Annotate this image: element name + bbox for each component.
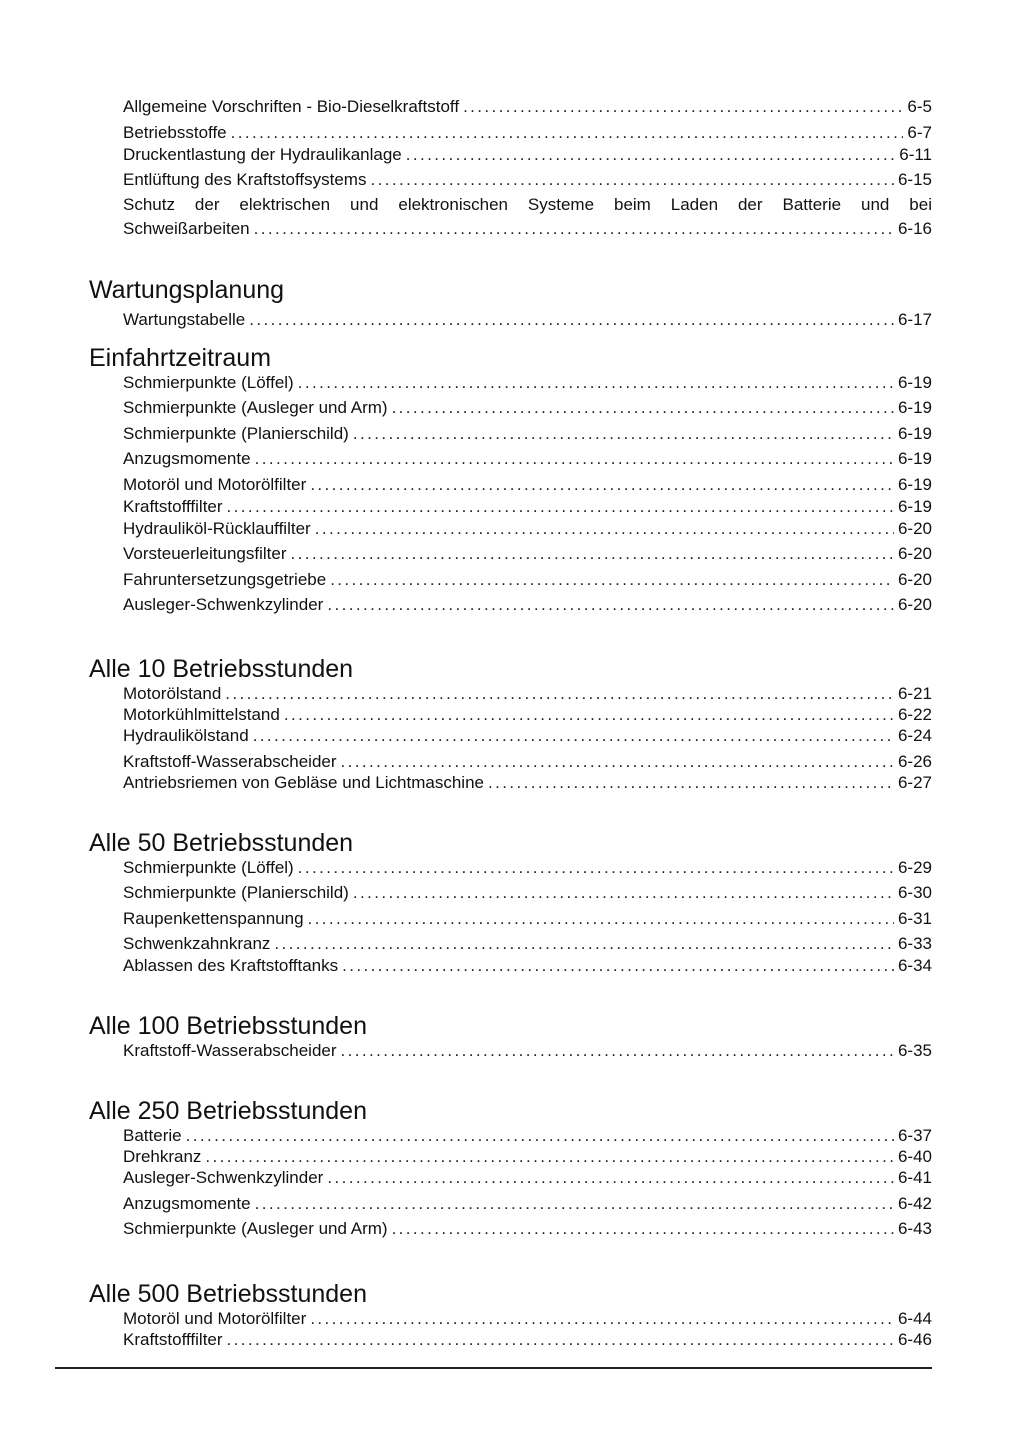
toc-entry-title: Drehkranz xyxy=(123,1147,202,1166)
toc-entry-page: 6-34 xyxy=(897,956,932,975)
dot-leader xyxy=(249,309,894,330)
dot-leader xyxy=(310,474,894,495)
toc-entry-title: Raupenkettenspannung xyxy=(123,909,304,928)
toc-entry-page: 6-19 xyxy=(897,398,932,417)
toc-entry-page: 6-20 xyxy=(897,519,932,538)
toc-entry-title: Fahruntersetzungsgetriebe xyxy=(123,570,327,589)
dot-leader xyxy=(254,217,894,241)
toc-entry-page: 6-37 xyxy=(897,1126,932,1145)
toc-entry-title: Anzugsmomente xyxy=(123,449,251,468)
toc-entry[interactable] xyxy=(123,569,932,590)
toc-entry-title: Kraftstoff-Wasserabscheider xyxy=(123,1041,337,1060)
dot-leader xyxy=(463,96,903,117)
toc-entry[interactable] xyxy=(123,543,932,564)
toc-entry-page: 6-24 xyxy=(897,726,932,745)
section-title: Alle 50 Betriebsstunden xyxy=(89,829,354,857)
toc-entry-page: 6-31 xyxy=(897,909,932,928)
toc-entry[interactable] xyxy=(123,683,932,704)
toc-entry-title: Schmierpunkte (Löffel) xyxy=(123,858,294,877)
toc-entry[interactable] xyxy=(123,423,932,444)
dot-leader xyxy=(290,543,893,564)
toc-entry-page: 6-16 xyxy=(897,219,932,238)
toc-entry-page: 6-15 xyxy=(897,170,932,189)
toc-entry-page: 6-35 xyxy=(897,1041,932,1060)
toc-entry-title: Schmierpunkte (Ausleger und Arm) xyxy=(123,398,388,417)
toc-entry-title: Motoröl und Motorölfilter xyxy=(123,1309,307,1328)
toc-entry-page: 6-46 xyxy=(897,1330,932,1349)
dot-leader xyxy=(353,423,894,444)
toc-entry[interactable] xyxy=(123,96,932,117)
section-title: Alle 250 Betriebsstunden xyxy=(89,1097,367,1125)
toc-entry-title: Motorölstand xyxy=(123,684,222,703)
section-title: Alle 10 Betriebsstunden xyxy=(89,655,354,683)
toc-entry-page: 6-20 xyxy=(897,570,932,589)
dot-leader xyxy=(370,169,893,190)
dot-leader xyxy=(225,683,894,704)
toc-entry-page: 6-43 xyxy=(897,1219,932,1238)
toc-entry-title: Batterie xyxy=(123,1126,182,1145)
toc-entry-title: Ablassen des Kraftstofftanks xyxy=(123,956,339,975)
toc-entry-title: Schmierpunkte (Ausleger und Arm) xyxy=(123,1219,388,1238)
toc-entry-title: Motoröl und Motorölfilter xyxy=(123,475,307,494)
toc-entry[interactable] xyxy=(123,594,932,615)
toc-entry-page: 6-7 xyxy=(907,123,932,142)
dot-leader xyxy=(298,857,894,878)
dot-leader xyxy=(392,397,894,418)
toc-entry-page: 6-33 xyxy=(897,934,932,953)
toc-entry-title: Wartungstabelle xyxy=(123,310,246,329)
toc-entry-title: Hydraulikölstand xyxy=(123,726,249,745)
dot-leader xyxy=(253,725,894,746)
section-title: Alle 100 Betriebsstunden xyxy=(89,1012,367,1040)
toc-entry-title: Entlüftung des Kraftstoffsystems xyxy=(123,170,367,189)
dot-leader xyxy=(186,1125,894,1146)
toc-entry[interactable] xyxy=(123,448,932,469)
toc-entry-title: Motorkühlmittelstand xyxy=(123,705,280,724)
toc-entry-page: 6-27 xyxy=(897,773,932,792)
dot-leader xyxy=(353,882,894,903)
dot-leader xyxy=(227,496,894,517)
toc-entry-title: Kraftstofffilter xyxy=(123,497,223,516)
dot-leader xyxy=(392,1218,894,1239)
toc-entry-title: Anzugsmomente xyxy=(123,1194,251,1213)
dot-leader xyxy=(330,569,894,590)
dot-leader xyxy=(227,1329,894,1350)
toc-entry[interactable] xyxy=(123,1125,932,1146)
toc-entry-title: Antriebsriemen von Gebläse und Lichtmaschine xyxy=(123,773,484,792)
toc-entry-page: 6-19 xyxy=(897,475,932,494)
toc-entry[interactable] xyxy=(123,1308,932,1329)
toc-entry-page: 6-30 xyxy=(897,883,932,902)
toc-entry[interactable] xyxy=(123,882,932,903)
toc-entry[interactable] xyxy=(123,933,932,954)
toc-entry-title: Hydrauliköl-Rücklauffilter xyxy=(123,519,311,538)
dot-leader xyxy=(341,751,894,772)
toc-entry-page: 6-40 xyxy=(897,1147,932,1166)
toc-entry[interactable] xyxy=(123,908,932,929)
dot-leader xyxy=(298,372,894,393)
dot-leader xyxy=(284,704,894,725)
toc-entry[interactable] xyxy=(123,372,932,393)
dot-leader xyxy=(255,1193,894,1214)
dot-leader xyxy=(205,1146,894,1167)
toc-entry[interactable] xyxy=(123,1218,932,1239)
toc-entry-page: 6-44 xyxy=(897,1309,932,1328)
toc-entry-title: Kraftstoff-Wasserabscheider xyxy=(123,752,337,771)
toc-entry-page: 6-19 xyxy=(897,449,932,468)
toc-entry-title: Betriebsstoffe xyxy=(123,123,227,142)
toc-entry-title: Schmierpunkte (Löffel) xyxy=(123,373,294,392)
toc-entry-title: Vorsteuerleitungsfilter xyxy=(123,544,287,563)
toc-entry-page: 6-26 xyxy=(897,752,932,771)
toc-entry-page: 6-41 xyxy=(897,1168,932,1187)
toc-entry[interactable] xyxy=(123,751,932,772)
toc-entry-title: Schmierpunkte (Planierschild) xyxy=(123,883,349,902)
toc-entry[interactable] xyxy=(123,1329,932,1350)
toc-entry[interactable] xyxy=(123,397,932,418)
toc-entry-page: 6-42 xyxy=(897,1194,932,1213)
section-title: Einfahrtzeitraum xyxy=(89,344,272,372)
toc-entry-title: Druckentlastung der Hydraulikanlage xyxy=(123,145,402,164)
dot-leader xyxy=(341,1040,894,1061)
toc-entry-page: 6-5 xyxy=(907,97,932,116)
toc-entry[interactable] xyxy=(123,1146,932,1167)
toc-entry[interactable] xyxy=(123,122,932,143)
toc-entry[interactable] xyxy=(123,1193,932,1214)
dot-leader xyxy=(327,1167,894,1188)
toc-entry-title-line2: Schweißarbeiten xyxy=(123,219,250,238)
toc-entry[interactable] xyxy=(123,955,932,976)
section-title: Alle 500 Betriebsstunden xyxy=(89,1280,367,1308)
toc-entry[interactable] xyxy=(123,144,932,165)
toc-entry-title: Allgemeine Vorschriften - Bio-Dieselkraftstoff xyxy=(123,97,460,116)
toc-entry-title: Ausleger-Schwenkzylinder xyxy=(123,1168,324,1187)
toc-entry[interactable] xyxy=(123,474,932,495)
dot-leader xyxy=(274,933,894,954)
dot-leader xyxy=(488,772,894,793)
toc-entry-page: 6-20 xyxy=(897,544,932,563)
toc-entry[interactable] xyxy=(123,857,932,878)
toc-entry[interactable] xyxy=(123,704,932,725)
footer-rule xyxy=(55,1367,932,1369)
toc-entry-title: Schmierpunkte (Planierschild) xyxy=(123,424,349,443)
toc-entry-page: 6-19 xyxy=(897,497,932,516)
toc-entry-title-line1: Schutz der elektrischen und elektronischen Systeme beim Laden der Batterie und bei xyxy=(123,195,932,214)
toc-entry[interactable] xyxy=(123,309,932,330)
toc-entry[interactable] xyxy=(123,496,932,517)
toc-entry[interactable] xyxy=(123,772,932,793)
toc-entry[interactable] xyxy=(123,1040,932,1061)
toc-entry-page: 6-21 xyxy=(897,684,932,703)
toc-entry-page: 6-19 xyxy=(897,424,932,443)
toc-entry-title: Schwenkzahnkranz xyxy=(123,934,271,953)
toc-entry-page: 6-20 xyxy=(897,595,932,614)
toc-entry-page: 6-11 xyxy=(899,145,932,164)
dot-leader xyxy=(327,594,894,615)
toc-entry[interactable] xyxy=(123,518,932,539)
toc-entry-page: 6-29 xyxy=(897,858,932,877)
toc-entry-page: 6-22 xyxy=(897,705,932,724)
toc-entry[interactable] xyxy=(123,169,932,190)
toc-entry-page: 6-19 xyxy=(897,373,932,392)
dot-leader xyxy=(231,122,904,143)
toc-entry-page: 6-17 xyxy=(897,310,932,329)
dot-leader xyxy=(310,1308,894,1329)
dot-leader xyxy=(308,908,894,929)
dot-leader xyxy=(406,144,895,165)
toc-entry-wrapped[interactable] xyxy=(123,193,932,241)
dot-leader xyxy=(315,518,894,539)
dot-leader xyxy=(255,448,894,469)
toc-entry-title: Kraftstofffilter xyxy=(123,1330,223,1349)
section-title: Wartungsplanung xyxy=(89,276,285,304)
toc-entry[interactable] xyxy=(123,1167,932,1188)
toc-entry[interactable] xyxy=(123,725,932,746)
dot-leader xyxy=(342,955,894,976)
toc-entry-title: Ausleger-Schwenkzylinder xyxy=(123,595,324,614)
